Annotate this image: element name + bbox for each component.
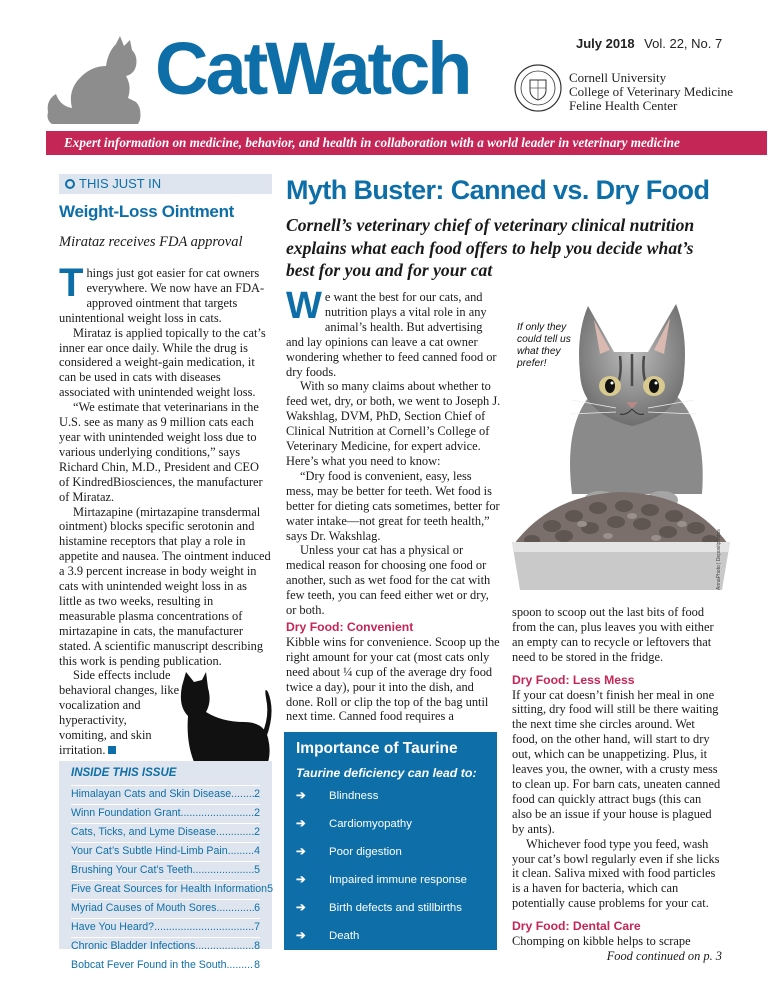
article-column-right [512, 605, 722, 964]
toc-item[interactable] [71, 861, 260, 880]
institution-line: College of Veterinary Medicine [569, 84, 734, 99]
arrow-right-icon: ➔ [296, 846, 306, 858]
arrow-right-icon: ➔ [296, 874, 306, 886]
toc-page: 6 [254, 902, 260, 914]
toc-page: 5 [254, 864, 260, 876]
article-column-intro [286, 285, 501, 618]
newsletter-title: CatWatch [155, 27, 470, 110]
sidebar-paragraph: “We estimate that veterinarians in the U.S. see as many as 9 million cats each year with unintended weight loss due to various underlying conditions,” says Richard Chin, M.D., President and CEO of KindredBiosciences, the manufacturer of Mirataz. [59, 400, 263, 504]
subhead-convenient: Dry Food: Convenient [286, 620, 414, 634]
cornell-seal-icon [514, 64, 562, 112]
toc-item[interactable] [71, 937, 260, 956]
toc-page: 5 [267, 883, 273, 895]
article-paragraph: Whichever food type you feed, wash your cat’s bowl regularly even if she licks it clean. Saliva mixed with food particles is a haven for bacteria, which can potentially cause problems for your cat. [512, 836, 720, 911]
cat-silhouette-icon [46, 36, 156, 126]
sidebar-paragraph: Mirtazapine (mirtazapine transdermal ointment) blocks specific serotonin and histamine receptors that play a role in appetite and nausea. The ointment induced a 3.9 percent increase in body weight in cats with unintended weight loss in as little as two weeks, resulting in measurable plasma concentrations of mirtazapine in cats, the manufacturer stated. A scientific manuscript describing this work is pending publication. [59, 504, 271, 668]
sidebar-paragraph [59, 261, 272, 326]
arrow-right-icon: ➔ [296, 818, 306, 830]
taurine-item [296, 900, 497, 928]
toc-item[interactable] [71, 823, 260, 842]
article-deck: Cornell’s veterinary chief of veterinary clinical nutrition explains what each food offers to help you decide what’s best for you and for your cat [286, 215, 695, 280]
toc-page: 2 [254, 788, 260, 800]
toc-leader [193, 862, 255, 880]
sidebar-paragraph [59, 668, 272, 757]
article-title: Myth Buster: Canned vs. Dry Food [286, 175, 710, 205]
sidebar-paragraph-text: hings just got easier for cat owners everywhere. We now have an FDA-approved ointment that targets unintentional weight loss in cats. [59, 266, 265, 325]
bullet-ring-icon [65, 179, 75, 189]
toc-title: Bobcat Fever Found in the South [71, 959, 227, 971]
toc-page: 4 [254, 845, 260, 857]
toc-leader [216, 900, 254, 918]
toc-page: 2 [254, 807, 260, 819]
toc-list [71, 785, 273, 975]
inside-heading: INSIDE THIS ISSUE [71, 767, 177, 779]
issue-volume: Vol. 22, No. 7 [644, 36, 723, 51]
article-paragraph: Kibble wins for convenience. Scoop up the right amount for your cat (most cats only need about ¼ cup of the average dry food twice a day), pour it into the dish, and done. Roll or clip the top of the bag until next time. Canned food requires a [286, 634, 500, 724]
toc-page: 7 [254, 921, 260, 933]
toc-title: Five Great Sources for Health Information [71, 883, 268, 895]
toc-item[interactable] [71, 880, 273, 899]
taurine-item-text: Poor digestion [329, 846, 402, 858]
taurine-list [296, 788, 497, 956]
article-paragraph [286, 285, 501, 379]
toc-item[interactable] [71, 956, 260, 975]
taurine-box [284, 732, 497, 950]
article-paragraph-text: e want the best for our cats, and nutrition plays a vital role in any animal’s health. But advertising and lay opinions can leave a cat owner wondering whether to feed canned food or dry foods. [286, 290, 497, 379]
toc-leader [228, 843, 254, 861]
section-label-text: THIS JUST IN [79, 176, 162, 191]
masthead [0, 0, 768, 150]
photo-caption: If only they could tell us what they prefer! [517, 322, 571, 369]
sidebar-deck: Mirataz receives FDA approval [59, 234, 243, 250]
toc-page: 8 [254, 959, 260, 971]
dropcap: W [286, 285, 322, 327]
arrow-right-icon: ➔ [296, 790, 306, 802]
toc-title: Myriad Causes of Mouth Sores [71, 902, 217, 914]
taurine-item-text: Birth defects and stillbirths [329, 902, 462, 914]
end-of-story-square-icon [108, 746, 116, 754]
toc-leader [181, 805, 255, 823]
continued-line[interactable]: Food continued on p. 3 [606, 948, 722, 963]
article-paragraph: spoon to scoop out the last bits of food from the can, plus leaves you with either an empty can to recycle or leftovers that need to be stored in the fridge. [512, 605, 714, 664]
issue-line [576, 36, 722, 51]
this-just-in-sidebar [59, 174, 272, 818]
institution-block [569, 71, 733, 113]
taurine-title: Importance of Taurine [296, 740, 458, 757]
article-paragraph: With so many claims about whether to feed wet, dry, or both, we went to Joseph J. Wakshlag, DVM, PhD, Section Chief of Clinical Nutrition at Cornell’s College of Veterinary Medicine, for expert advice. Here’s what you need to know: [286, 379, 501, 468]
sidebar-body [59, 261, 272, 758]
taurine-item [296, 928, 497, 956]
toc-item[interactable] [71, 804, 260, 823]
institution-line: Feline Health Center [569, 98, 678, 113]
toc-item[interactable] [71, 842, 260, 861]
toc-leader [216, 824, 254, 842]
sidebar-paragraph-text: Side effects include behavioral changes, like vocalization and hyperactivity, vomiting, and skin irritation. [59, 668, 180, 757]
toc-page: 2 [254, 826, 260, 838]
toc-title: Winn Foundation Grant [71, 807, 181, 819]
inside-this-issue [59, 761, 273, 971]
toc-item[interactable] [71, 899, 260, 918]
arrow-right-icon: ➔ [296, 902, 306, 914]
article-paragraph: Unless your cat has a physical or medical reason for choosing one food or another, such as wet food for the cat with few teeth, you can feed either wet or dry, or both. [286, 543, 491, 618]
taurine-item-text: Cardiomyopathy [329, 818, 412, 830]
photo-credit: AnnaPhoto | Depositphotos [716, 529, 722, 590]
taurine-item-text: Death [329, 930, 360, 942]
taurine-item [296, 872, 497, 900]
article-paragraph: “Dry food is convenient, easy, less mess, may be better for teeth. Wet food is better for dieting cats sometimes, better for water intake—not great for teeth health,” says Dr. Wakshlag. [286, 468, 500, 543]
sidebar-headline: Weight-Loss Ointment [59, 202, 235, 221]
toc-page: 8 [254, 940, 260, 952]
toc-leader [231, 786, 254, 804]
subhead-dental-care: Dry Food: Dental Care [512, 919, 641, 934]
issue-date: July 2018 [576, 36, 635, 51]
toc-title: Your Cat’s Subtle Hind-Limb Pain [71, 845, 228, 857]
article-column-convenient [286, 620, 501, 724]
subhead-less-mess: Dry Food: Less Mess [512, 672, 635, 687]
toc-leader [226, 957, 254, 975]
institution-line: Cornell University [569, 70, 667, 85]
toc-title: Cats, Ticks, and Lyme Disease [71, 826, 217, 838]
taurine-item [296, 844, 497, 872]
toc-title: Chronic Bladder Infections [71, 940, 196, 952]
sidebar-paragraph: Mirataz is applied topically to the cat’s inner ear once daily. While the drug is considered a weight-gain medication, it can be used in cats with diseases associated with unintended weight loss. [59, 325, 266, 400]
article-paragraph: Chomping on kibble helps to scrape [512, 934, 691, 949]
taurine-item-text: Blindness [329, 790, 379, 802]
toc-leader [195, 938, 254, 956]
dropcap: T [59, 261, 84, 305]
taurine-item [296, 788, 497, 816]
toc-title: Have You Heard? [71, 921, 155, 933]
toc-item[interactable] [71, 785, 260, 804]
arrow-right-icon: ➔ [296, 930, 306, 942]
toc-title: Brushing Your Cat’s Teeth [71, 864, 193, 876]
toc-leader [154, 919, 254, 937]
taurine-item [296, 816, 497, 844]
toc-title: Himalayan Cats and Skin Disease [71, 788, 232, 800]
tagline-bar: Expert information on medicine, behavior, and health in collaboration with a world leader in veterinary medicine [46, 131, 767, 155]
taurine-subtitle: Taurine deficiency can lead to: [296, 766, 477, 780]
article-paragraph: If your cat doesn’t finish her meal in one sitting, dry food will still be there waiting the next time she circles around. Wet food, on the other hand, will start to dry out, which can be unappetizing. Plus, it leaves you, the owner, with a crusty mess to clean up. For barn cats, uneaten canned food can quickly attract bugs (this can also be an issue if your house is plagued by ants). [512, 687, 721, 836]
toc-item[interactable] [71, 918, 260, 937]
section-label [59, 174, 272, 194]
taurine-item-text: Impaired immune response [329, 874, 468, 886]
